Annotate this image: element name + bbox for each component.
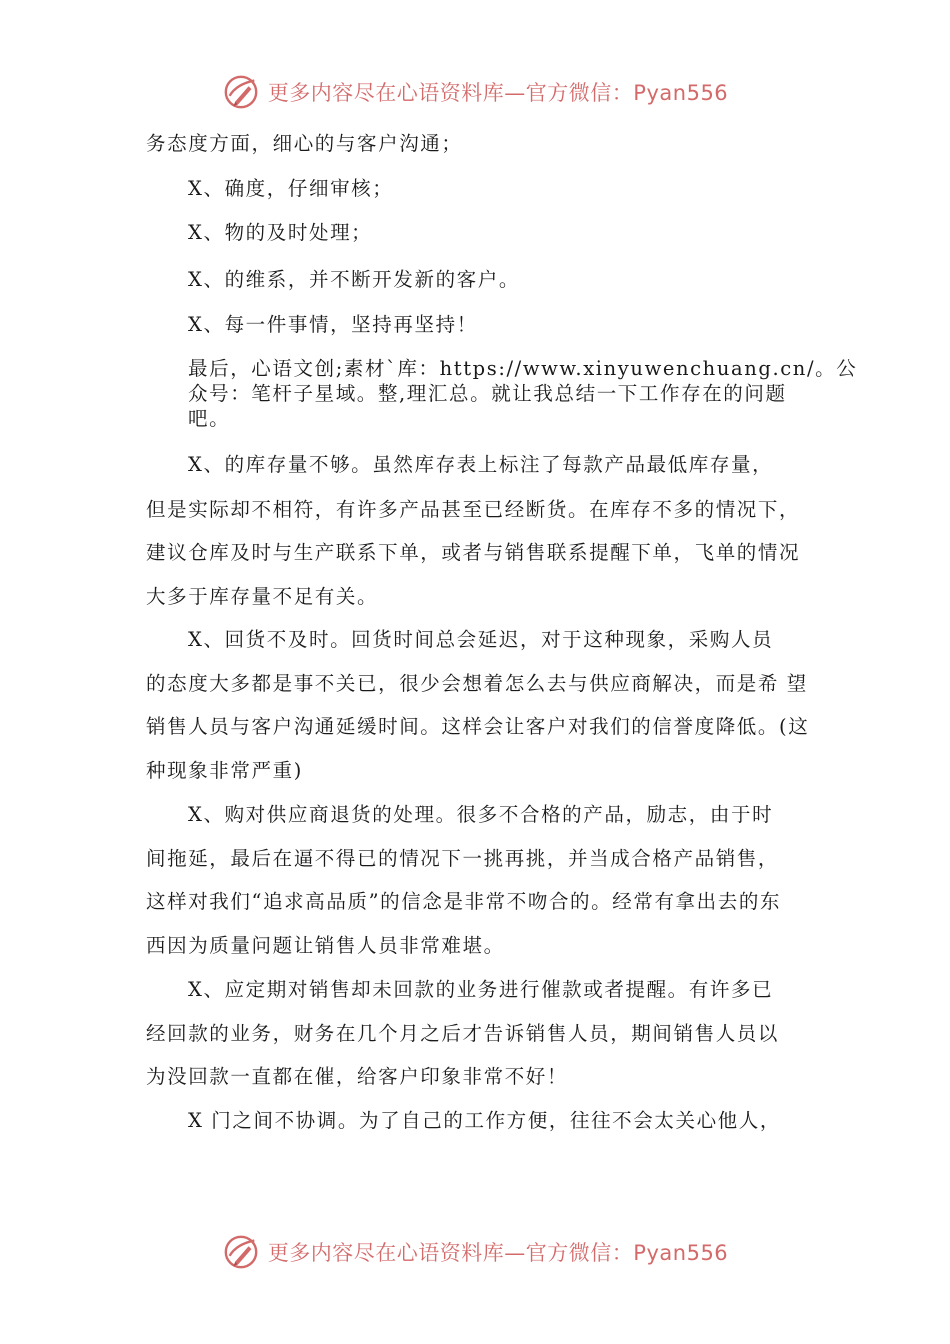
- footer-banner: [0, 1230, 950, 1274]
- text-line: X、的库存量不够。虽然库存表上标注了每款产品最低库存量，: [188, 453, 774, 476]
- text-line: X、应定期对销售却未回款的业务进行催款或者提醒。有许多已: [188, 978, 774, 1001]
- text-line: 这样对我们“追求高品质”的信念是非常不吻合的。经常有拿出去的东: [146, 890, 782, 913]
- text-line: 的态度大多都是事不关已，很少会想着怎么去与供应商解决，而是希 望: [146, 672, 808, 695]
- text-line: 建议仓库及时与生产联系下单，或者与销售联系提醒下单，飞单的情况: [146, 541, 801, 564]
- text-line: 务态度方面，细心的与客户沟通；: [146, 132, 463, 155]
- text-line: 众号：笔杆子星域。整,理汇总。就让我总结一下工作存在的问题: [188, 382, 787, 405]
- text-line: 吧。: [188, 407, 231, 430]
- text-line: 最后，心语文创;素材`库：https://www.xinyuwenchuang.cn/。公: [188, 357, 858, 380]
- text-line: 大多于库存量不足有关。: [146, 585, 379, 608]
- pen-circle-icon: [222, 1233, 260, 1271]
- text-line: X、购对供应商退货的处理。很多不合格的产品，励志，由于时: [188, 803, 774, 826]
- text-line: 种现象非常严重): [146, 759, 303, 782]
- text-line: 经回款的业务，财务在几个月之后才告诉销售人员，期间销售人员以: [146, 1022, 780, 1045]
- text-line: 西因为质量问题让销售人员非常难堪。: [146, 934, 505, 957]
- text-line: X、回货不及时。回货时间总会延迟，对于这种现象，采购人员: [188, 628, 774, 651]
- text-line: 为没回款一直都在催，给客户印象非常不好！: [146, 1065, 569, 1088]
- header-banner: [0, 70, 950, 114]
- text-line: X 门之间不协调。为了自己的工作方便，往往不会太关心他人，: [188, 1109, 781, 1132]
- text-line: 但是实际却不相符，有许多产品甚至已经断货。在库存不多的情况下，: [146, 498, 801, 521]
- banner-text: 更多内容尽在心语资料库—官方微信：Pyan556: [267, 81, 729, 105]
- text-line: 间拖延，最后在逼不得已的情况下一挑再挑，并当成合格产品销售，: [146, 847, 780, 870]
- pen-circle-icon: [222, 73, 260, 111]
- text-line: X、每一件事情，坚持再坚持！: [188, 313, 478, 336]
- text-line: X、的维系，并不断开发新的客户。: [188, 268, 520, 291]
- text-line: X、确度，仔细审核；: [188, 177, 394, 200]
- text-line: 销售人员与客户沟通延缓时间。这样会让客户对我们的信誉度降低。(这: [146, 715, 810, 738]
- text-line: X、物的及时处理；: [188, 221, 373, 244]
- banner-text: 更多内容尽在心语资料库—官方微信：Pyan556: [267, 1241, 729, 1265]
